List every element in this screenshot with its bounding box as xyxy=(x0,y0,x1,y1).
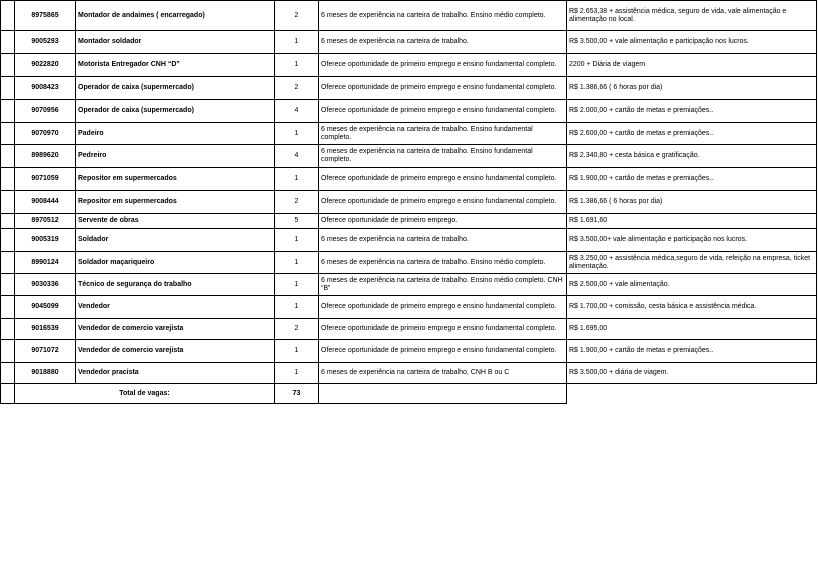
salary-benefits-cell: R$ 3.500,00+ vale alimentação e participação nos lucros. xyxy=(567,229,817,252)
table-row xyxy=(1,77,817,100)
row-gutter-cell xyxy=(1,252,15,274)
requirements-cell: 6 meses de experiência na carteira de trabalho. xyxy=(319,229,567,252)
job-code-cell: 9071059 xyxy=(15,168,76,191)
row-gutter-cell xyxy=(1,54,15,77)
table-row xyxy=(1,31,817,54)
salary-benefits-cell: R$ 2.000,00 + cartão de metas e premiações.. xyxy=(567,100,817,123)
requirements-cell: Oferece oportunidade de primeiro emprego e ensino fundamental completo. xyxy=(319,340,567,363)
salary-benefits-cell: R$ 2.500,00 + vale alimentação. xyxy=(567,274,817,296)
salary-benefits-cell: R$ 1.700,00 + comissão, cesta básica e assistência médica. xyxy=(567,296,817,319)
total-value: 73 xyxy=(275,384,319,404)
vacancy-count-cell: 1 xyxy=(275,123,319,145)
requirements-cell: Oferece oportunidade de primeiro emprego. xyxy=(319,214,567,229)
vacancy-count-cell: 1 xyxy=(275,54,319,77)
job-code-cell: 9070970 xyxy=(15,123,76,145)
job-title-cell: Motorista Entregador CNH “D” xyxy=(76,54,275,77)
requirements-cell: 6 meses de experiência na carteira de trabalho. Ensino médio completo. xyxy=(319,252,567,274)
row-gutter-cell xyxy=(1,363,15,384)
salary-benefits-cell: R$ 3.500,00 + vale alimentação e participação nos lucros. xyxy=(567,31,817,54)
requirements-cell: Oferece oportunidade de primeiro emprego e ensino fundamental completo. xyxy=(319,319,567,340)
vacancy-count-cell: 1 xyxy=(275,340,319,363)
job-code-cell: 8970512 xyxy=(15,214,76,229)
job-code-cell: 9045099 xyxy=(15,296,76,319)
vacancy-count-cell: 1 xyxy=(275,363,319,384)
requirements-cell: 6 meses de experiência na carteira de trabalho. Ensino médio completo. CNH “B” xyxy=(319,274,567,296)
salary-benefits-cell: R$ 2.340,80 + cesta básica e gratificação. xyxy=(567,145,817,168)
table-row xyxy=(1,191,817,214)
job-code-cell: 9070956 xyxy=(15,100,76,123)
table-row xyxy=(1,340,817,363)
vacancy-count-cell: 1 xyxy=(275,168,319,191)
table-row xyxy=(1,363,817,384)
requirements-cell: Oferece oportunidade de primeiro emprego e ensino fundamental completo. xyxy=(319,168,567,191)
vacancy-count-cell: 1 xyxy=(275,31,319,54)
table-row xyxy=(1,229,817,252)
row-gutter-cell xyxy=(1,77,15,100)
job-title-cell: Repositor em supermercados xyxy=(76,191,275,214)
row-gutter-cell xyxy=(1,229,15,252)
table-row xyxy=(1,252,817,274)
job-code-cell: 9005293 xyxy=(15,31,76,54)
job-code-cell: 8975865 xyxy=(15,1,76,31)
job-code-cell: 9008423 xyxy=(15,77,76,100)
row-gutter-cell xyxy=(1,274,15,296)
salary-benefits-cell: R$ 1.386,66 ( 6 horas por dia) xyxy=(567,191,817,214)
row-gutter-cell xyxy=(1,100,15,123)
requirements-cell: 6 meses de experiência na carteira de trabalho. Ensino fundamental completo. xyxy=(319,123,567,145)
job-code-cell: 9018880 xyxy=(15,363,76,384)
job-code-cell: 8989620 xyxy=(15,145,76,168)
job-title-cell: Servente de obras xyxy=(76,214,275,229)
salary-benefits-cell: R$ 1.386,66 ( 6 horas por dia) xyxy=(567,77,817,100)
salary-benefits-cell: R$ 2.600,00 + cartão de metas e premiações.. xyxy=(567,123,817,145)
requirements-cell: Oferece oportunidade de primeiro emprego e ensino fundamental completo. xyxy=(319,100,567,123)
table-row xyxy=(1,100,817,123)
vacancy-count-cell: 1 xyxy=(275,296,319,319)
salary-benefits-cell: R$ 1.900,00 + cartão de metas e premiações.. xyxy=(567,340,817,363)
requirements-cell: Oferece oportunidade de primeiro emprego e ensino fundamental completo. xyxy=(319,77,567,100)
vacancy-count-cell: 4 xyxy=(275,145,319,168)
requirements-cell: 6 meses de experiência na carteira de trabalho. xyxy=(319,31,567,54)
table-row xyxy=(1,123,817,145)
job-code-cell: 9005319 xyxy=(15,229,76,252)
job-title-cell: Soldador maçariqueiro xyxy=(76,252,275,274)
row-gutter-cell xyxy=(1,123,15,145)
total-empty-cell xyxy=(319,384,567,404)
salary-benefits-cell: R$ 3.500,00 + diária de viagem. xyxy=(567,363,817,384)
job-title-cell: Montador de andaimes ( encarregado) xyxy=(76,1,275,31)
salary-benefits-cell: R$ 1.695,00 xyxy=(567,319,817,340)
job-code-cell: 9071072 xyxy=(15,340,76,363)
vacancy-count-cell: 1 xyxy=(275,274,319,296)
table-row xyxy=(1,296,817,319)
table-row xyxy=(1,54,817,77)
table-row xyxy=(1,214,817,229)
row-gutter-cell xyxy=(1,1,15,31)
row-gutter-cell xyxy=(1,191,15,214)
requirements-cell: 6 meses de experiência na carteira de trabalho, CNH B ou C xyxy=(319,363,567,384)
row-gutter-cell xyxy=(1,168,15,191)
vacancy-count-cell: 1 xyxy=(275,252,319,274)
job-title-cell: Vendedor de comercio varejista xyxy=(76,340,275,363)
job-title-cell: Vendedor de comercio varejista xyxy=(76,319,275,340)
row-gutter-cell xyxy=(1,340,15,363)
job-title-cell: Soldador xyxy=(76,229,275,252)
requirements-cell: 6 meses de experiência na carteira de trabalho. Ensino médio completo. xyxy=(319,1,567,31)
vacancy-count-cell: 2 xyxy=(275,319,319,340)
salary-benefits-cell: R$ 2.653,38 + assistência médica, seguro de vida, vale alimentação e alimentação no local. xyxy=(567,1,817,31)
job-title-cell: Operador de caixa (supermercado) xyxy=(76,100,275,123)
row-gutter-cell xyxy=(1,31,15,54)
job-title-cell: Técnico de segurança do trabalho xyxy=(76,274,275,296)
job-code-cell: 9016539 xyxy=(15,319,76,340)
row-gutter-cell xyxy=(1,145,15,168)
vacancy-count-cell: 2 xyxy=(275,77,319,100)
table-body xyxy=(1,1,817,404)
salary-benefits-cell: R$ 1.691,60 xyxy=(567,214,817,229)
table-row xyxy=(1,145,817,168)
job-code-cell: 9008444 xyxy=(15,191,76,214)
salary-benefits-cell: 2200 + Diária de viagem xyxy=(567,54,817,77)
requirements-cell: 6 meses de experiência na carteira de trabalho. Ensino fundamental completo. xyxy=(319,145,567,168)
table-row xyxy=(1,1,817,31)
row-gutter-cell xyxy=(1,296,15,319)
vacancy-count-cell: 1 xyxy=(275,229,319,252)
total-label: Total de vagas: xyxy=(15,384,275,404)
job-title-cell: Repositor em supermercados xyxy=(76,168,275,191)
job-title-cell: Pedreiro xyxy=(76,145,275,168)
vacancy-count-cell: 2 xyxy=(275,191,319,214)
total-row xyxy=(1,384,817,404)
job-title-cell: Montador soldador xyxy=(76,31,275,54)
job-title-cell: Vendedor pracista xyxy=(76,363,275,384)
table-row xyxy=(1,319,817,340)
job-code-cell: 8990124 xyxy=(15,252,76,274)
table-row xyxy=(1,168,817,191)
row-gutter-cell xyxy=(1,384,15,404)
requirements-cell: Oferece oportunidade de primeiro emprego e ensino fundamental completo. xyxy=(319,54,567,77)
job-title-cell: Vendedor xyxy=(76,296,275,319)
salary-benefits-cell: R$ 3.250,00 + assistência médica,seguro de vida, refeição na empresa, ticket alimentação. xyxy=(567,252,817,274)
job-title-cell: Operador de caixa (supermercado) xyxy=(76,77,275,100)
salary-benefits-cell: R$ 1.900,00 + cartão de metas e premiações.. xyxy=(567,168,817,191)
row-gutter-cell xyxy=(1,214,15,229)
vacancy-count-cell: 2 xyxy=(275,1,319,31)
vacancy-count-cell: 4 xyxy=(275,100,319,123)
table-row xyxy=(1,274,817,296)
job-title-cell: Padeiro xyxy=(76,123,275,145)
job-code-cell: 9030336 xyxy=(15,274,76,296)
vacancy-count-cell: 5 xyxy=(275,214,319,229)
row-gutter-cell xyxy=(1,319,15,340)
requirements-cell: Oferece oportunidade de primeiro emprego e ensino fundamental completo. xyxy=(319,191,567,214)
job-code-cell: 9022820 xyxy=(15,54,76,77)
requirements-cell: Oferece oportunidade de primeiro emprego e ensino fundamental completo. xyxy=(319,296,567,319)
